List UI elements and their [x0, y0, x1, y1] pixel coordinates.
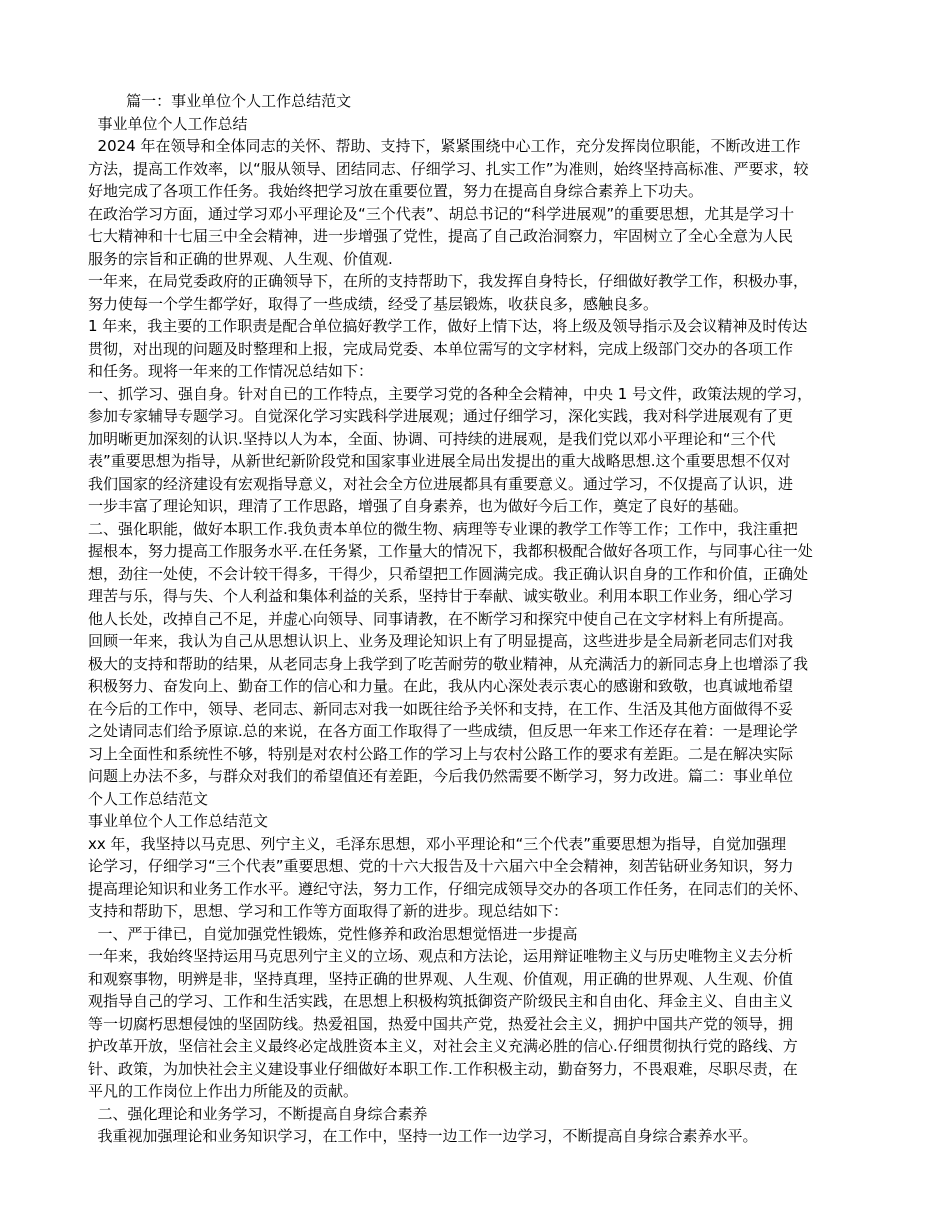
text-line: 和观察事物，明辨是非，坚持真理，坚持正确的世界观、人生观、价值观，用正确的世界观、人生观、价值 [88, 969, 794, 988]
text-line: 在今后的工作中，领导、老同志、新同志对我一如既往给予关怀和支持，在工作、生活及其他方面做得不妥 [88, 699, 794, 718]
text-line: 贯彻，对出现的问题及时整理和上报，完成局党委、本单位需写的文字材料，完成上级部门交办的各项工作 [88, 339, 794, 358]
text-line: 表”重要思想为指导，从新世纪新阶段党和国家事业进展全局出发提出的重大战略思想.这个重要思想不仅对 [88, 452, 791, 470]
text-line: 护改革开放，坚信社会主义最终必定战胜资本主义，对社会主义充满必胜的信心.仔细贯彻执行党的路线、方 [88, 1037, 798, 1055]
text-line: 我们国家的经济建设有宏观指导意义，对社会全方位进展都具有重要意义。通过学习，不仅提高了认识，进 [88, 474, 794, 493]
text-line: 二、强化理论和业务学习，不断提高自身综合素养 [88, 1104, 428, 1123]
text-line: 服务的宗旨和正确的世界观、人生观、价值观. [88, 249, 393, 268]
text-line: 好地完成了各项工作任务。我始终把学习放在重要位置，努力在提高自身综合素养上下功夫。 [88, 182, 704, 200]
text-line: 观指导自己的学习、工作和生活实践，在思想上积极构筑抵御资产阶级民主和自由化、拜金主义、自由主义 [88, 992, 794, 1010]
text-line: 极大的支持和帮助的结果，从老同志身上我学到了吃苦耐劳的敬业精神，从充满活力的新同志身上也增添了我 [88, 654, 809, 673]
text-line: 支持和帮助下，思想、学习和工作等方面取得了新的进步。现总结如下： [88, 902, 569, 920]
text-line: 一、严于律已，自觉加强党性锻炼，党性修养和政治思想觉悟进一步提高 [88, 924, 578, 943]
text-line: 提高理论知识和业务工作水平。遵纪守法，努力工作，仔细完成领导交办的各项工作任务，在同志们的关怀、 [88, 879, 809, 898]
text-line: 问题上办法不多，与群众对我们的希望值还有差距，今后我仍然需要不断学习，努力改进。篇二：事业单位 [88, 767, 794, 785]
text-line: 方法，提高工作效率，以“服从领导、团结同志、仔细学习、扎实工作”为准则，始终坚持高标准、严要求，较 [88, 159, 809, 178]
text-line: 他人长处，改掉自己不足，并虚心向领导、同事请教，在不断学习和探究中使自己在文字材料上有所提高。 [88, 609, 794, 628]
text-line: 一年来，我始终坚持运用马克思列宁主义的立场、观点和方法论，运用辩证唯物主义与历史唯物主义去分析 [88, 947, 794, 965]
document-title: 篇一：事业单位个人工作总结范文 [88, 92, 352, 110]
text-line: 1 年来，我主要的工作职责是配合单位搞好教学工作，做好上情下达，将上级及领导指示及会议精神及时传达 [88, 317, 808, 335]
text-line: 一年来，在局党委政府的正确领导下，在所的支持帮助下，我发挥自身特长，仔细做好教学工作，积极办事， [88, 272, 809, 290]
text-line: 理苦与乐，得与失、个人利益和集体利益的关系，坚持甘于奉献、诚实敬业。利用本职工作业务，细心学习 [88, 587, 794, 605]
text-line: 努力使每一个学生都学好，取得了一些成绩，经受了基层锻炼，收获良多，感触良多。 [88, 294, 659, 313]
text-line: xx 年，我坚持以马克思、列宁主义，毛泽东思想，邓小平理论和“三个代表”重要思想为指导，自觉加强理 [88, 834, 787, 853]
text-line: 事业单位个人工作总结范文 [88, 812, 269, 830]
text-line: 2024 年在领导和全体同志的关怀、帮助、支持下，紧紧围绕中心工作，充分发挥岗位职能，不断改进工作 [88, 137, 801, 155]
text-line: 我重视加强理论和业务知识学习，在工作中，坚持一边工作一边学习，不断提高自身综合素养水平。 [88, 1127, 758, 1145]
text-line: 积极努力、奋发向上、勤奋工作的信心和力量。在此，我从内心深处表示衷心的感谢和致敬，也真诚地希望 [88, 677, 794, 695]
text-line: 加明晰更加深刻的认识.坚持以人为本，全面、协调、可持续的进展观，是我们党以邓小平理论和“三个代 [88, 429, 776, 448]
section-heading: 事业单位个人工作总结 [88, 114, 248, 133]
text-line: 习上全面性和系统性不够，特别是对农村公路工作的学习上与农村公路工作的要求有差距。二是在解决实际 [88, 744, 794, 763]
text-line: 参加专家辅导专题学习。自觉深化学习实践科学进展观；通过仔细学习，深化实践，我对科学进展观有了更 [88, 407, 794, 425]
text-line: 之处请同志们给予原谅.总的来说，在各方面工作取得了一些成绩，但反思一年来工作还存在着：一是理论学 [88, 722, 798, 740]
text-line: 二、强化职能，做好本职工作.我负责本单位的微生物、病理等专业课的教学工作等工作；工作中，我注重把 [88, 519, 798, 538]
text-line: 个人工作总结范文 [88, 789, 209, 808]
text-line: 七大精神和十七届三中全会精神，进一步增强了党性，提高了自己政治洞察力，牢固树立了全心全意为人民 [88, 227, 794, 245]
document-body [88, 90, 862, 1148]
text-line: 回顾一年来，我认为自己从思想认识上、业务及理论知识上有了明显提高，这些进步是全局新老同志们对我 [88, 632, 794, 650]
text-line: 和任务。现将一年来的工作情况总结如下： [88, 362, 374, 380]
text-line: 一步丰富了理论知识，理清了工作思路，增强了自身素养，也为做好今后工作，奠定了良好的基础。 [88, 497, 749, 515]
text-line: 想，劲往一处使，不会计较干得多，干得少，只希望把工作圆满完成。我正确认识自身的工作和价值，正确处 [88, 564, 809, 583]
text-line: 在政治学习方面，通过学习邓小平理论及“三个代表”、胡总书记的“科学进展观”的重要思想，尤其是学习十 [88, 204, 795, 223]
text-line: 论学习，仔细学习“三个代表”重要思想、党的十六大报告及十六届六中全会精神，刻苦钻研业务知识，努力 [88, 857, 794, 875]
text-line: 针、政策，为加快社会主义建设事业仔细做好本职工作.工作积极主动，勤奋努力，不畏艰难，尽职尽责，在 [88, 1059, 798, 1078]
text-line: 握根本，努力提高工作服务水平.在任务紧，工作量大的情况下，我都积极配合做好各项工作，与同事心往一处 [88, 542, 813, 560]
text-line: 平凡的工作岗位上作出力所能及的贡献。 [88, 1082, 359, 1100]
text-line: 一、抓学习、强自身。针对自已的工作特点，主要学习党的各种全会精神，中央 1 号文件，政策法规的学习， [88, 384, 813, 403]
text-line: 等一切腐朽思想侵蚀的坚固防线。热爱祖国，热爱中国共产党，热爱社会主义，拥护中国共产党的领导，拥 [88, 1014, 794, 1033]
